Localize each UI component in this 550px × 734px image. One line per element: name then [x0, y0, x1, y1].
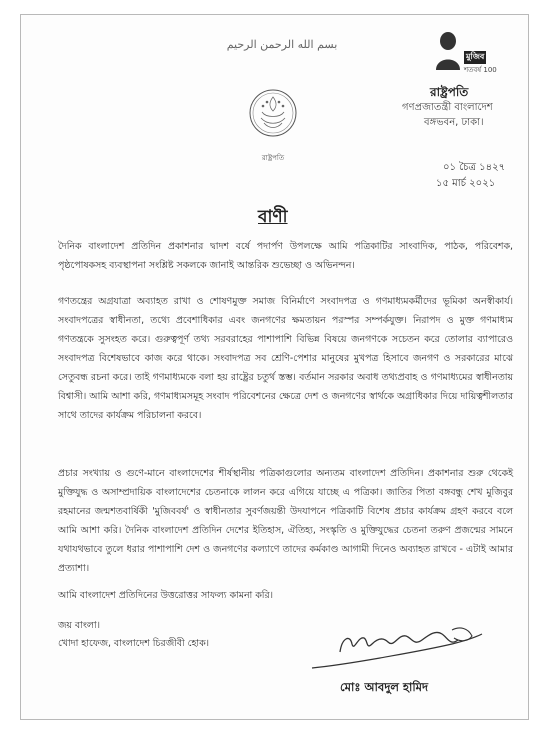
logo-sub-text: শতবর্ষ 100	[464, 66, 497, 74]
paragraph-press-freedom: গণতন্ত্রের অগ্রযাত্রা অব্যাহত রাখা ও শোষণমুক্ত সমাজ বিনির্মাণে সংবাদপত্র ও গণমাধ্যমকর্মীদের ভূমিকা অনস্বীকার্য। সংবাদপত্রের স্বাধীনতা, তথ্যে প্রবেশাধিকার এবং জনগণের ক্ষমতায়ন পরস্পর সম্পর্কযুক্ত। নিরাপদ ও মুক্ত গণমাধ্যম গণতন্ত্রকে সুসংহত করে। গুরুত্বপূর্ণ তথ্য সরবরাহের পাশাপাশি বিভিন্ন বিষয়ে জনগণকে সচেতন করে তোলার ব্যাপারেও সংবাদপত্র বিশেষভাবে কাজ করে থাকে। সংবাদপত্র সব শ্রেণি-পেশার মানুষের মুখপত্র হিসাবে জনগণ ও সরকারের মাঝে সেতুবন্ধ রচনা করে। তাই গণমাধ্যমকে বলা হয় রাষ্ট্রের চতুর্থ স্তম্ভ। বর্তমান সরকার অবাধ তথ্যপ্রবাহ ও গণমাধ্যমের স্বাধীনতায় বিশ্বাসী। আমি আশা করি, গণমাধ্যমসমূহ সংবাদ পরিবেশনের ক্ষেত্রে দেশ ও জনগণের স্বার্থকে অগ্রাধিকার দিয়ে দায়িত্বশীলতার সাথে তাদের কার্যক্রম পরিচালনা করবে।	[58, 296, 513, 421]
office-address: বঙ্গভবন, ঢাকা।	[424, 117, 484, 128]
office-subtitle: গণপ্রজাতন্ত্রী বাংলাদেশ	[402, 102, 493, 113]
signature-image	[302, 622, 490, 674]
emblem-caption: রাষ্ট্রপতি	[261, 154, 285, 162]
state-emblem-icon	[248, 88, 298, 138]
date-bengali: ০১ চৈত্র ১৪২৭	[443, 162, 506, 173]
paragraph-newspaper: প্রচার সংখ্যায় ও গুণে-মানে বাংলাদেশের শীর্ষস্থানীয় পত্রিকাগুলোর অন্যতম বাংলাদেশ প্রতিদিন। প্রকাশনার শুরু থেকেই মুক্তিযুদ্ধ ও অসাম্প্রদায়িক বাংলাদেশের চেতনাকে লালন করে এগিয়ে যাচ্ছে এ পত্রিকা। জাতির পিতা বঙ্গবন্ধু শেখ মুজিবুর রহমানের জন্মশতবার্ষিকী 'মুজিববর্ষ' ও স্বাধীনতার সুবর্ণজয়ন্তী উদযাপনে পত্রিকাটি বিশেষ প্রচার কার্যক্রম গ্রহণ করবে বলে আমি আশা করি। দৈনিক বাংলাদেশ প্রতিদিন দেশের ইতিহাস, ঐতিহ্য, সংস্কৃতি ও মুক্তিযুদ্ধের চেতনা তরুণ প্রজন্মের সামনে যথাযথভাবে তুলে ধরার পাশাপাশি দেশ ও জনগণের কল্যাণে তাদের কর্মকাণ্ড আগামী দিনেও অব্যাহত রাখবে - এটাই আমার প্রত্যাশা।	[58, 468, 513, 574]
logo-main-text: মুজিব	[464, 51, 486, 64]
paragraph-greeting: দৈনিক বাংলাদেশ প্রতিদিন প্রকাশনার দ্বাদশ বর্ষে পদার্পণ উপলক্ষে আমি পত্রিকাটির সাংবাদিক, পাঠক, পরিবেশক, পৃষ্ঠপোষকসহ ব্যবস্থাপনা সংশ্লিষ্ট সকলকে জানাই আন্তরিক শুভেচ্ছা ও অভিনন্দন।	[58, 241, 513, 271]
closing-farewell: খোদা হাফেজ, বাংলাদেশ চিরজীবী হোক।	[58, 638, 210, 649]
portrait-icon	[434, 30, 462, 70]
paragraph-wish: আমি বাংলাদেশ প্রতিদিনের উত্তরোত্তর সাফল্য কামনা করি।	[58, 590, 273, 601]
message-title: বাণী	[258, 207, 288, 227]
mujib-borsho-logo	[434, 30, 508, 74]
date-gregorian: ১৫ মার্চ ২০২১	[436, 178, 496, 189]
signer-name: মোঃ আবদুল হামিদ	[340, 680, 429, 694]
bismillah-calligraphy: بسم الله الرحمن الرحيم	[226, 38, 338, 51]
closing-joy-bangla: জয় বাংলা।	[58, 620, 100, 631]
office-title: রাষ্ট্রপতি	[430, 85, 469, 99]
